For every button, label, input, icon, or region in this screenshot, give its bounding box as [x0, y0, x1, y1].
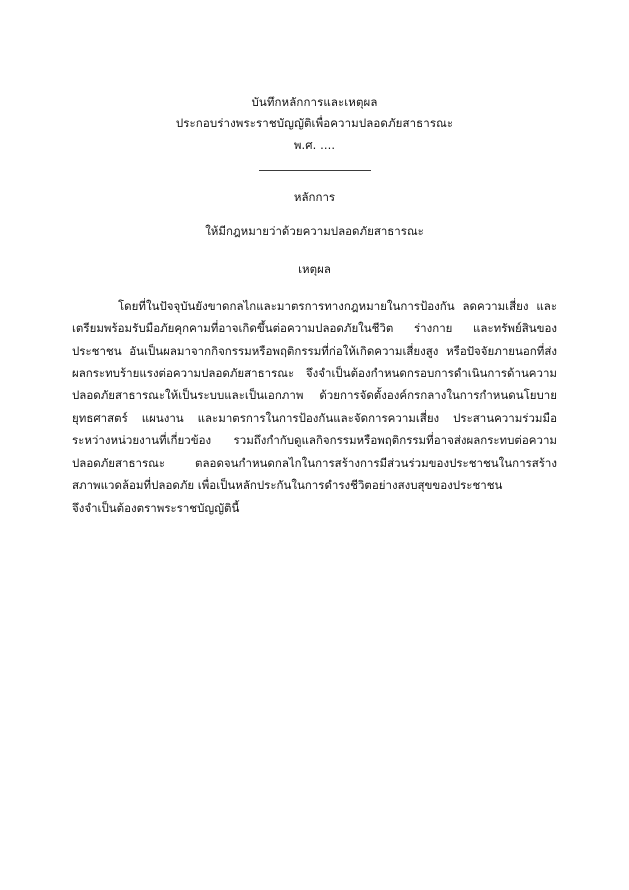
horizontal-divider	[72, 170, 557, 171]
principle-heading: หลักการ	[293, 189, 336, 204]
reason-closing-line: จึงจำเป็นต้องตราพระราชบัญญัตินี้	[72, 500, 240, 515]
principle-text: ให้มีกฎหมายว่าด้วยความปลอดภัยสาธารณะ	[205, 223, 424, 238]
divider-line	[259, 170, 371, 171]
reason-heading: เหตุผล	[298, 261, 331, 276]
header-title-line-2: ประกอบร่างพระราชบัญญัติเพื่อความปลอดภัยสาธารณะ	[175, 116, 454, 131]
header-title-line-3: พ.ศ. ....	[293, 137, 336, 152]
document-header	[72, 92, 557, 156]
reason-body-paragraph: โดยที่ในปัจจุบันยังขาดกลไกและมาตรการทางกฎหมายในการป้องกัน ลดความเสี่ยง และเตรียมพร้อมรับมือภัยคุกคามที่อาจเกิดขึ้นต่อความปลอดภัยในชีวิต ร่างกาย และทรัพย์สินของประชาชน อันเป็นผลมาจากกิจกรรมหรือพฤติกรรมที่ก่อให้เกิดความเสี่ยงสูง หรือปัจจัยภายนอกที่ส่งผลกระทบร้ายแรงต่อความปลอดภัยสาธารณะ จึงจำเป็นต้องกำหนดกรอบการดำเนินการด้านความปลอดภัยสาธารณะให้เป็นระบบและเป็นเอกภาพ ด้วยการจัดตั้งองค์กรกลางในการกำหนดนโยบาย ยุทธศาสตร์ แผนงาน และมาตรการในการป้องกันและจัดการความเสี่ยง ประสานความร่วมมือระหว่างหน่วยงานที่เกี่ยวข้อง รวมถึงกำกับดูแลกิจกรรมหรือพฤติกรรมที่อาจส่งผลกระทบต่อความปลอดภัยสาธารณะ ตลอดจนกำหนดกลไกในการสร้างการมีส่วนร่วมของประชาชนในการสร้างสภาพแวดล้อมที่ปลอดภัย เพื่อเป็นหลักประกันในการดำรงชีวิตอย่างสงบสุขของประชาชน	[72, 298, 557, 493]
header-title-line-1: บันทึกหลักการและเหตุผล	[251, 95, 378, 109]
